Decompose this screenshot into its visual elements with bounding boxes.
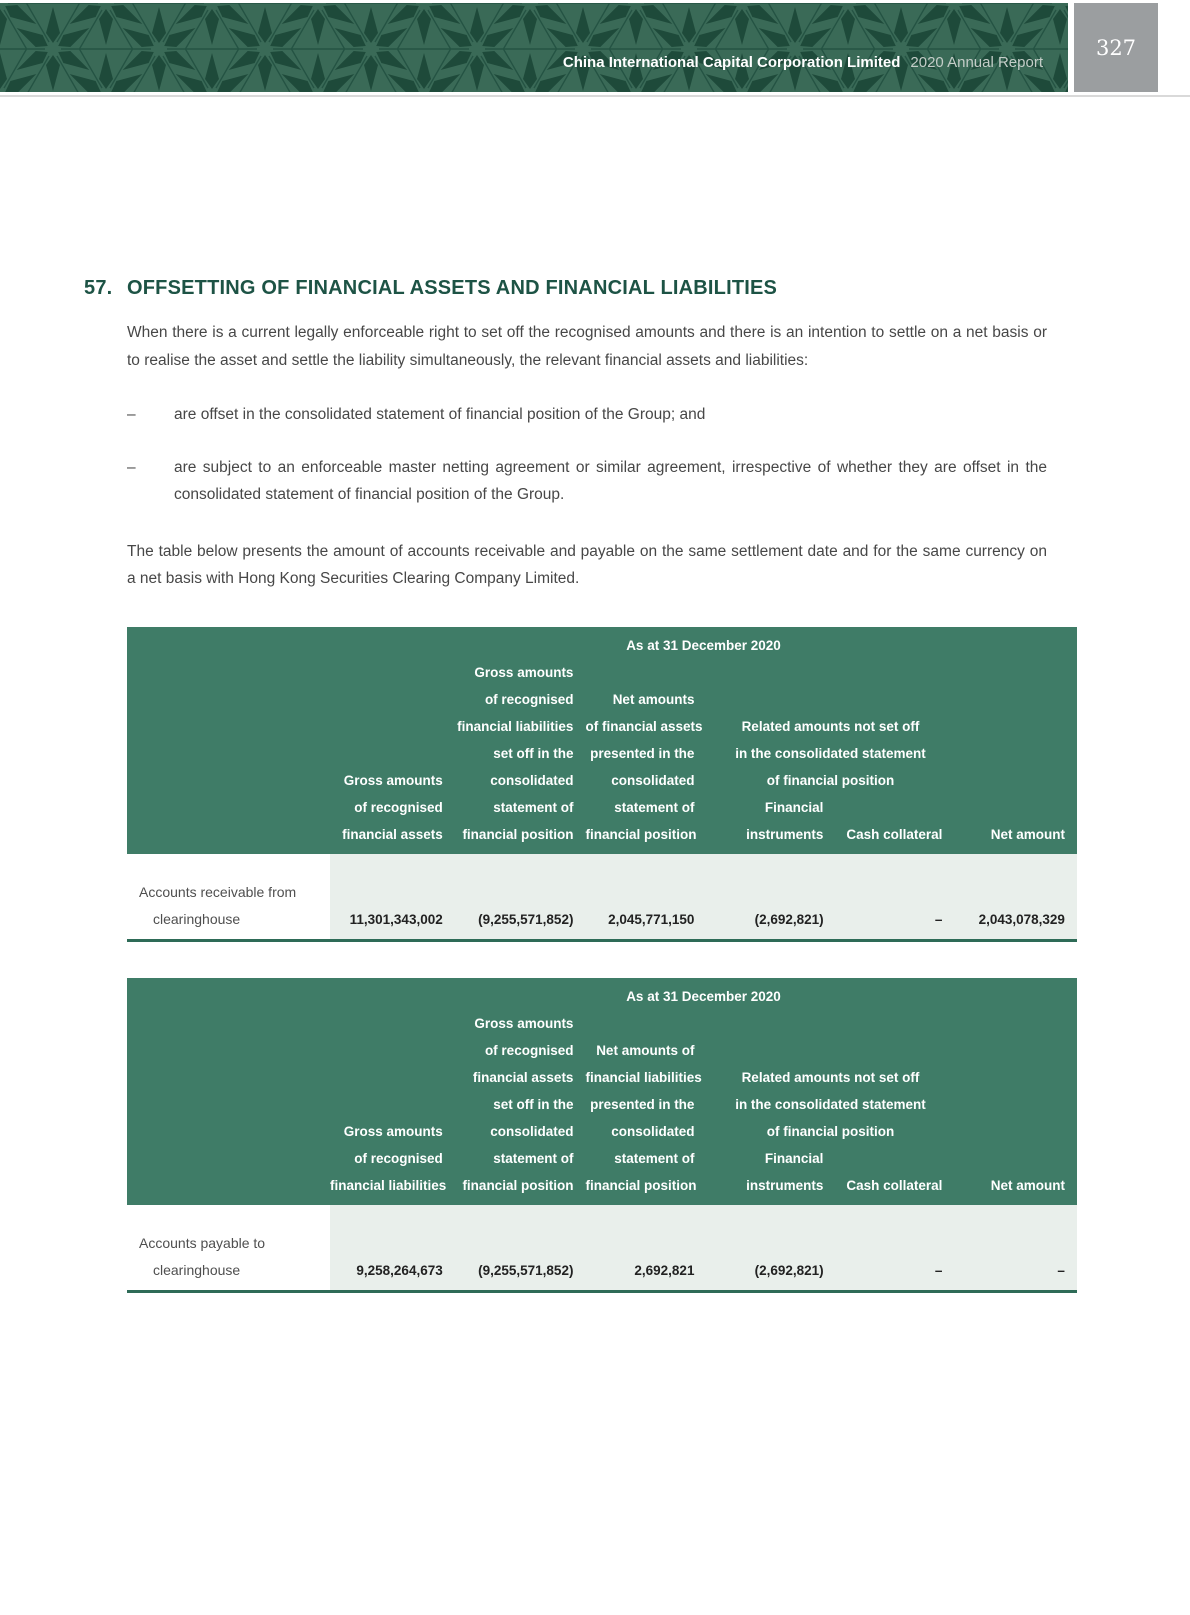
header-line: Net amount	[990, 826, 1065, 842]
header-columns	[330, 983, 1077, 1205]
value-cell: 2,692,821	[634, 1262, 695, 1278]
row-label-line: clearinghouse	[153, 910, 241, 927]
table-header	[127, 627, 1077, 854]
tables-container	[84, 627, 1190, 1293]
header-line: financial position	[462, 826, 574, 842]
header-line: financial assets	[342, 826, 443, 842]
header-line: of recognised	[484, 691, 574, 707]
header-line: Net amount	[990, 1177, 1065, 1193]
col-header-cash-collateral	[835, 821, 954, 848]
header-line: consolidated	[611, 1123, 695, 1139]
header-line: in the consolidated statement	[735, 745, 926, 761]
group-subcolumns	[706, 794, 954, 848]
header-line: of recognised	[354, 799, 443, 815]
header-line: financial position	[585, 1177, 697, 1193]
report-title: 2020 Annual Report	[910, 54, 1043, 71]
col-header-gross-amounts	[330, 767, 455, 848]
header-line: consolidated	[611, 772, 695, 788]
header-line: presented in the	[590, 1096, 695, 1112]
value-cell: (9,255,571,852)	[478, 911, 574, 927]
value-cell: (2,692,821)	[754, 911, 824, 927]
col-header-cash-collateral	[835, 1172, 954, 1199]
page-number: 327	[1095, 35, 1137, 60]
header-line: financial liabilities	[457, 718, 574, 734]
row-label-line: Accounts payable to	[139, 1234, 266, 1251]
section-number: 57.	[84, 277, 113, 299]
header-line: Gross amounts	[474, 664, 574, 680]
group-header	[706, 713, 954, 794]
header-line: of recognised	[354, 1150, 443, 1166]
header-divider	[0, 95, 1190, 97]
page-content	[0, 275, 1190, 1293]
header-line: Gross amounts	[343, 1123, 443, 1139]
value-cell: –	[934, 1262, 943, 1278]
header-line: of financial position	[766, 772, 895, 788]
header-line: set off in the	[493, 1096, 574, 1112]
row-values	[330, 854, 1077, 939]
company-name: China International Capital Corporation Limited	[562, 54, 901, 71]
header-line: financial assets	[472, 1069, 574, 1085]
row-label-line: Accounts receivable from	[139, 883, 297, 900]
bullet-text-2: are subject to an enforceable master netting agreement or similar agreement, irrespective of whether they are offset in the consolidated statement of financial position of the Group.	[174, 458, 1047, 503]
value-cell: (9,255,571,852)	[478, 1262, 574, 1278]
header-line: financial position	[462, 1177, 574, 1193]
column-header-row	[330, 659, 1077, 854]
header-line: Cash collateral	[846, 826, 943, 842]
table-date-header: As at 31 December 2020	[626, 988, 781, 1004]
header-line: Financial	[764, 1150, 824, 1166]
col-header-financial-instruments	[706, 794, 835, 848]
page-number-box	[1074, 3, 1158, 92]
value-cell: (2,692,821)	[754, 1262, 824, 1278]
header-line: Gross amounts	[343, 772, 443, 788]
header-line: of financial assets	[585, 718, 703, 734]
value-cell: 2,043,078,329	[978, 911, 1065, 927]
table-date-header: As at 31 December 2020	[626, 637, 781, 653]
section-title-text: OFFSETTING OF FINANCIAL ASSETS AND FINANCIAL LIABILITIES	[127, 277, 778, 299]
value-cell: 2,045,771,150	[608, 911, 695, 927]
header-line: Related amounts not set off	[741, 1069, 920, 1085]
row-label	[127, 854, 330, 939]
col-header-set-off	[455, 1010, 586, 1199]
value-cell: 11,301,343,002	[349, 911, 443, 927]
dash-bullet-icon: –	[127, 458, 136, 476]
header-line: instruments	[746, 1177, 824, 1193]
header-line: presented in the	[590, 745, 695, 761]
header-line: instruments	[746, 826, 824, 842]
header-line: statement of	[493, 799, 574, 815]
header-line: Financial	[764, 799, 824, 815]
header-columns	[330, 632, 1077, 854]
header-line: in the consolidated statement	[735, 1096, 926, 1112]
bullet-item-1	[127, 401, 1047, 429]
value-cell: –	[934, 911, 943, 927]
header-line: consolidated	[490, 1123, 574, 1139]
col-header-net-amounts	[585, 686, 706, 848]
col-header-net-amount	[954, 821, 1077, 848]
col-header-net-amounts	[585, 1037, 706, 1199]
label-spacer	[127, 632, 330, 854]
page-header	[0, 0, 1190, 92]
col-header-gross-amounts	[330, 1118, 455, 1199]
section-title	[84, 275, 1190, 301]
header-line: statement of	[614, 1150, 695, 1166]
header-line: of financial position	[766, 1123, 895, 1139]
value-cell: –	[1057, 1262, 1065, 1278]
table-body	[127, 1205, 1077, 1293]
header-banner	[0, 3, 1068, 92]
header-line: financial liabilities	[330, 1177, 447, 1193]
header-line: Gross amounts	[474, 1015, 574, 1031]
row-label	[127, 1205, 330, 1290]
header-line: Cash collateral	[846, 1177, 943, 1193]
header-line: Net amounts	[612, 691, 695, 707]
related-amounts-group	[706, 713, 954, 848]
row-label-line: clearinghouse	[153, 1261, 241, 1278]
table-header	[127, 978, 1077, 1205]
header-line: consolidated	[490, 772, 574, 788]
col-header-net-amount	[954, 1172, 1077, 1199]
header-line: Net amounts of	[596, 1042, 695, 1058]
banner-text	[563, 54, 1068, 72]
intro-paragraph-1: When there is a current legally enforceable right to set off the recognised amounts and there is an intention to settle on a net basis or to realise the asset and settle the liability simultaneously, the relevant financial assets and liabilities:	[127, 324, 1047, 369]
group-subcolumns	[706, 1145, 954, 1199]
group-header	[706, 1064, 954, 1145]
offsetting-table-1	[127, 627, 1077, 942]
col-header-set-off	[455, 659, 586, 848]
row-values	[330, 1205, 1077, 1290]
header-line: statement of	[614, 799, 695, 815]
value-cell: 9,258,264,673	[356, 1262, 443, 1278]
header-line: financial position	[585, 826, 697, 842]
table-body	[127, 854, 1077, 942]
header-line: set off in the	[493, 745, 574, 761]
column-header-row	[330, 1010, 1077, 1205]
col-header-financial-instruments	[706, 1145, 835, 1199]
dash-bullet-icon: –	[127, 406, 136, 423]
bullet-item-2	[127, 454, 1047, 509]
header-line: statement of	[493, 1150, 574, 1166]
header-line: of recognised	[484, 1042, 574, 1058]
bullet-text-1: are offset in the consolidated statement of financial position of the Group; and	[174, 406, 706, 423]
intro-paragraph-2: The table below presents the amount of accounts receivable and payable on the same settlement date and for the same currency on a net basis with Hong Kong Securities Clearing Company Limited.	[127, 542, 1047, 587]
header-line: Related amounts not set off	[741, 718, 920, 734]
label-spacer	[127, 983, 330, 1205]
offsetting-table-2	[127, 978, 1077, 1293]
asanoha-pattern-icon	[0, 3, 1068, 92]
header-line: financial liabilities	[585, 1069, 702, 1085]
related-amounts-group	[706, 1064, 954, 1199]
